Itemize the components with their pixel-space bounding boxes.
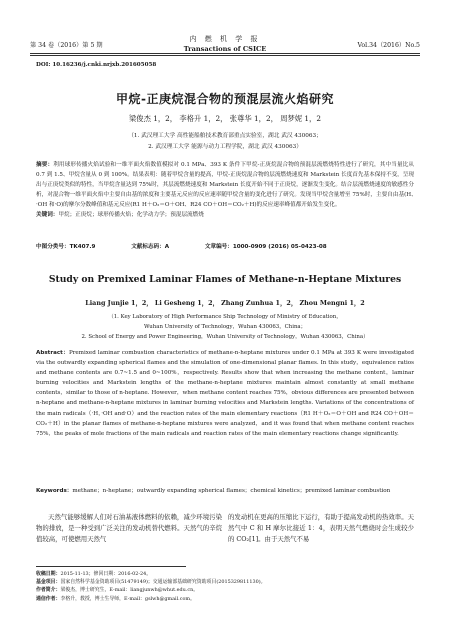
body-column-left: 天然气能够缓解人们对石油基液体燃料的依赖，减少环境污染物的排放，是一种受到广泛关注的发动机替代燃料。天然气的辛烷值较高，可使燃用天然气 bbox=[36, 513, 222, 544]
header-rule-bottom bbox=[30, 55, 420, 56]
keywords-en-label: Keywords： bbox=[36, 488, 73, 494]
footnote-corresponding: 通信作者：李格升，教授，博士生导师，E-mail：gslwh@gmail.com。 bbox=[36, 595, 195, 602]
keywords-en bbox=[36, 486, 414, 496]
article-number: 文章编号：1000-0909 (2016) 05-0423-08 bbox=[204, 244, 327, 250]
abstract-en-text: Premixed laminar combustion characteristics of methane-n-heptane mixtures under 0.1 MPa at 393 K were investigated via the outwardly expanding spherical flames and the simulation of one-dimensional planar flames. In this study，equivalence ratios and methane contents are 0.7~1.5 and 0~100%，respectively. Results show that when increasing the methane content，laminar burning velocities and Markstein lengths of the methane-n-heptane mixtures maintain almost constantly at small methane contents，similar to those of n-heptane. However，when methane content reaches 75%，obvious differences are presented between n-heptane and methane-n-heptane mixtures in laminar burning velocities and Markstein lengths. Variations of the concentrations of the main radicals（·H，·OH and·O）and the reaction rates of the main elementary reactions（R1 H＋O₂＝O＋OH and R24 CO＋OH＝CO₂＋H）in the planar flames of methane-n-heptane mixtures were analyzed，and it was found that when methane content reaches 75%，the peaks of mole fractions of the main radicals and reaction rates of the main elementary reactions change significantly. bbox=[36, 350, 414, 437]
keywords-en-text: methane；n-heptane；outwardly expanding spherical flames；chemical kinetics；premixed laminar combustion bbox=[72, 488, 391, 494]
abstract-cn bbox=[36, 160, 414, 221]
document-code: 文献标志码：A bbox=[131, 244, 170, 250]
keywords-cn-label: 关键词： bbox=[36, 212, 59, 219]
footnotes bbox=[36, 570, 414, 603]
abstract-cn-text: 利用球形传播火焰试验和一维平面火焰数值模拟对 0.1 MPa、393 K 条件下甲烷-正庚烷混合物的预混层流燃烧特性进行了研究，其中当量比从 0.7 到 1.5、甲烷含量从 0 到 100%。结果表明：随着甲烷含量的提高，甲烷-正庚烷混合物的层流燃烧速度和 Markstein 长度首先基本保持不变，呈现出与正庚烷类似的特性，当甲烷含量达到 75%时，其层流燃烧速度和 Markstein 长度开始不同于正庚烷，逐渐发生变化。结合层流燃烧速度的敏感性分析，对混合物一维平面火焰中主要自由基的浓度和主要基元反应的反应速率随甲烷含量的变化进行了研究。发现当甲烷含量增至 75%时，主要自由基(H、·OH 和·O)的摩尔分数峰值和基元反应(R1 H＋O₂＝O＋OH、R24 CO＋OH＝CO₂＋H)的反应速率峰值都开始发生变化。 bbox=[36, 162, 414, 209]
abstract-cn-label: 摘要： bbox=[36, 162, 54, 168]
header-volume-cn: 第 34 卷（2016）第 5 期 bbox=[30, 42, 103, 49]
abstract-en-label: Abstract： bbox=[36, 350, 69, 356]
affiliation-en-1: （1. Key Laboratory of High Performance Ship Technology of Ministry of Education， bbox=[108, 314, 342, 320]
affiliation-en-2: Wuhan University of Technology，Wuhan 430063，China； bbox=[143, 324, 307, 330]
affiliation-cn-2: 2. 武汉理工大学 能源与动力工程学院，湖北 武汉 430063） bbox=[148, 144, 302, 150]
footnote-author: 作者简介：梁俊杰，博士研究生，E-mail：liangjunwh@whut.edu.cn。 bbox=[36, 587, 199, 594]
footnote-funding: 基金项目：国家自然科学基金资助项目(51479149)；交通运输部基础研究资助项目(2015329811130)。 bbox=[36, 579, 266, 586]
title-en: Study on Premixed Laminar Flames of Methane-n-Heptane Mixtures bbox=[48, 274, 402, 285]
header-rule-top bbox=[30, 53, 420, 54]
journal-title-cn: 内 燃 机 学 报 bbox=[189, 35, 261, 43]
header-volume-en: Vol.34（2016）No.5 bbox=[357, 42, 420, 49]
doi: DOI: 10.16236/j.cnki.nrjxb.201605058 bbox=[36, 62, 157, 68]
affiliation-cn-1: （1. 武汉理工大学 高性能船舶技术教育部重点实验室，湖北 武汉 430063； bbox=[128, 133, 322, 139]
footnote-received: 收稿日期：2015-11-13；修回日期：2016-02-24。 bbox=[36, 571, 152, 577]
keywords-cn-text: 甲烷；正庚烷；球形传播火焰；化学动力学；预混层流燃烧 bbox=[58, 212, 204, 219]
body-column-right: 的发动机在更高的压缩比下运行，有助于提高发动机的热效率。天然气中 C 和 H 摩尔比接近 1：4，表明天然气燃烧时会生成较少的 CO₂[1]。由于天然气不易 bbox=[228, 513, 414, 544]
authors-cn: 梁俊杰 1，2， 李格升 1，2， 张尊华 1，2， 周梦妮 1，2 bbox=[128, 114, 321, 123]
journal-title-en: Transactions of CSICE bbox=[183, 45, 267, 53]
clc-number: 中图分类号：TK407.9 bbox=[36, 244, 96, 250]
authors-en: Liang Junjie 1，2， Li Gesheng 1，2， Zhang Zunhua 1，2， Zhou Mengni 1，2 bbox=[85, 299, 365, 307]
classification-row bbox=[36, 242, 361, 250]
affiliation-en-3: 2. School of Energy and Power Engineering，Wuhan University of Technology，Wuhan 430063，China） bbox=[81, 334, 369, 340]
title-cn: 甲烷-正庚烷混合物的预混层流火焰研究 bbox=[116, 92, 334, 106]
abstract-en bbox=[36, 348, 414, 439]
footnote-rule bbox=[36, 566, 186, 567]
